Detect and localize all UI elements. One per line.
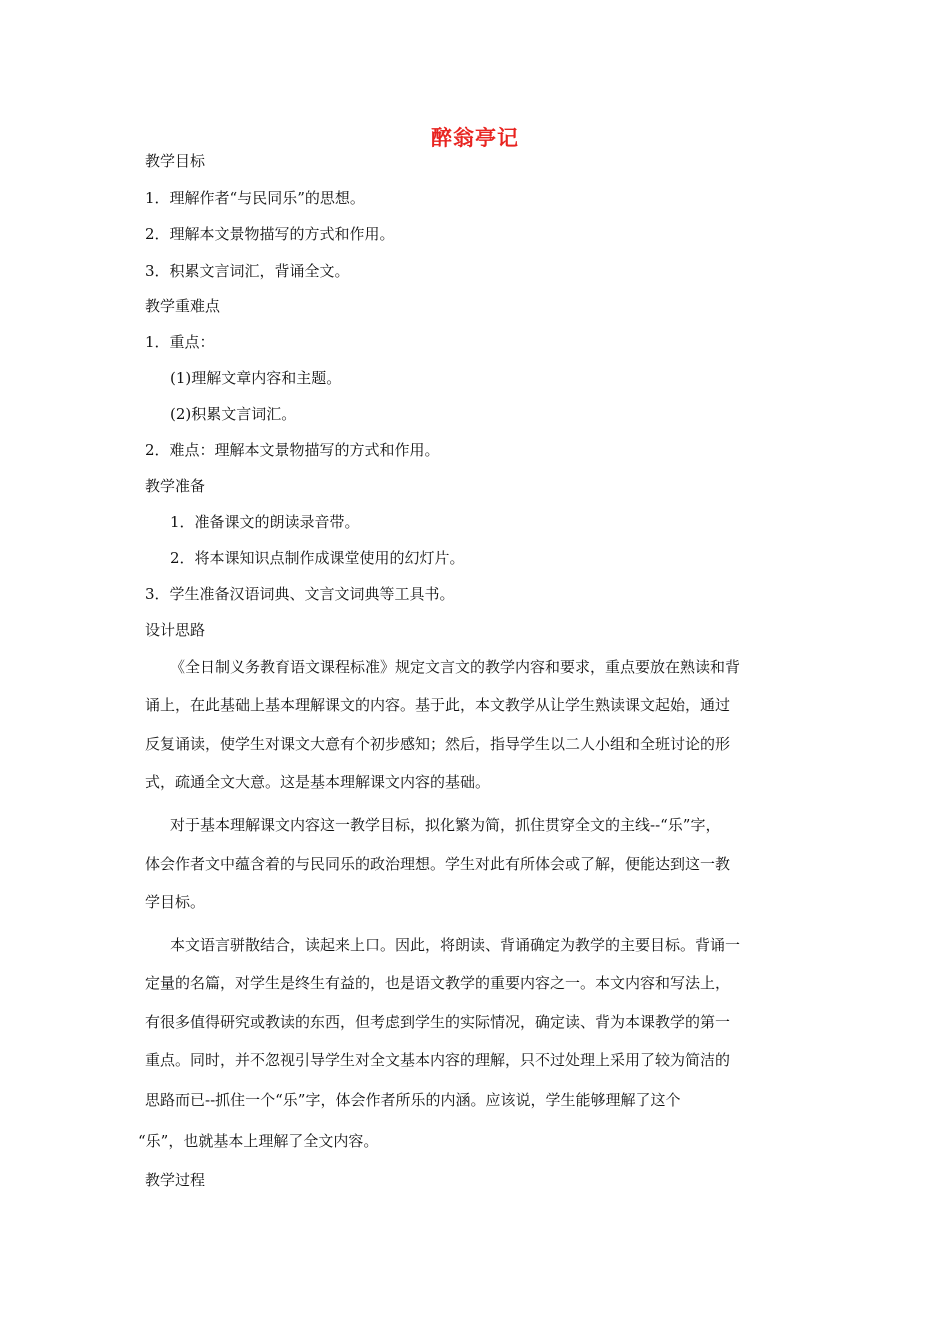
objective-item: 2．理解本文景物描写的方式和作用。	[145, 225, 395, 243]
section-heading-preparation: 教学准备	[145, 477, 206, 495]
paragraph-line: 体会作者文中蕴含着的与民同乐的政治理想。学生对此有所体会或了解，便能达到这一教	[145, 855, 731, 873]
preparation-item: 2．将本课知识点制作成课堂使用的幻灯片。	[170, 549, 465, 567]
key-point-focus-item: (1)理解文章内容和主题。	[170, 369, 342, 387]
paragraph-line: 《全日制义务教育语文课程标准》规定文言文的教学内容和要求，重点要放在熟读和背	[170, 658, 741, 676]
paragraph-line: “乐”，也就基本上理解了全文内容。	[138, 1132, 379, 1150]
paragraph-line: 诵上，在此基础上基本理解课文的内容。基于此，本文教学从让学生熟读课文起始，通过	[145, 696, 731, 714]
section-heading-objectives: 教学目标	[145, 152, 206, 170]
paragraph-line: 定量的名篇，对学生是终生有益的，也是语文教学的重要内容之一。本文内容和写法上，	[145, 974, 731, 992]
section-heading-process: 教学过程	[145, 1171, 206, 1189]
paragraph-line: 反复诵读，使学生对课文大意有个初步感知；然后，指导学生以二人小组和全班讨论的形	[145, 735, 731, 753]
paragraph-line: 有很多值得研究或教读的东西，但考虑到学生的实际情况，确定读、背为本课教学的第一	[145, 1013, 731, 1031]
key-point-difficulty: 2．难点：理解本文景物描写的方式和作用。	[145, 441, 440, 459]
preparation-item: 3．学生准备汉语词典、文言文词典等工具书。	[145, 585, 455, 603]
objective-item: 3．积累文言词汇，背诵全文。	[145, 262, 350, 280]
objective-item: 1．理解作者“与民同乐”的思想。	[145, 189, 365, 207]
section-heading-key-points: 教学重难点	[145, 297, 221, 315]
paragraph-line: 思路而已--抓住一个“乐”字，体会作者所乐的内涵。应该说，学生能够理解了这个	[145, 1091, 681, 1109]
paragraph-line: 学目标。	[145, 893, 206, 911]
paragraph-line: 对于基本理解课文内容这一教学目标，拟化繁为简，抓住贯穿全文的主线--“乐”字，	[170, 816, 721, 834]
paragraph-line: 本文语言骈散结合，读起来上口。因此，将朗读、背诵确定为教学的主要目标。背诵一	[170, 936, 741, 954]
preparation-item: 1．准备课文的朗读录音带。	[170, 513, 360, 531]
paragraph-line: 式，疏通全文大意。这是基本理解课文内容的基础。	[145, 773, 491, 791]
document-title: 醉翁亭记	[431, 126, 519, 150]
paragraph-line: 重点。同时，并不忽视引导学生对全文基本内容的理解，只不过处理上采用了较为简洁的	[145, 1051, 731, 1069]
section-heading-design: 设计思路	[145, 621, 206, 639]
key-point-focus-item: (2)积累文言词汇。	[170, 405, 297, 423]
key-point-focus: 1．重点：	[145, 333, 215, 351]
